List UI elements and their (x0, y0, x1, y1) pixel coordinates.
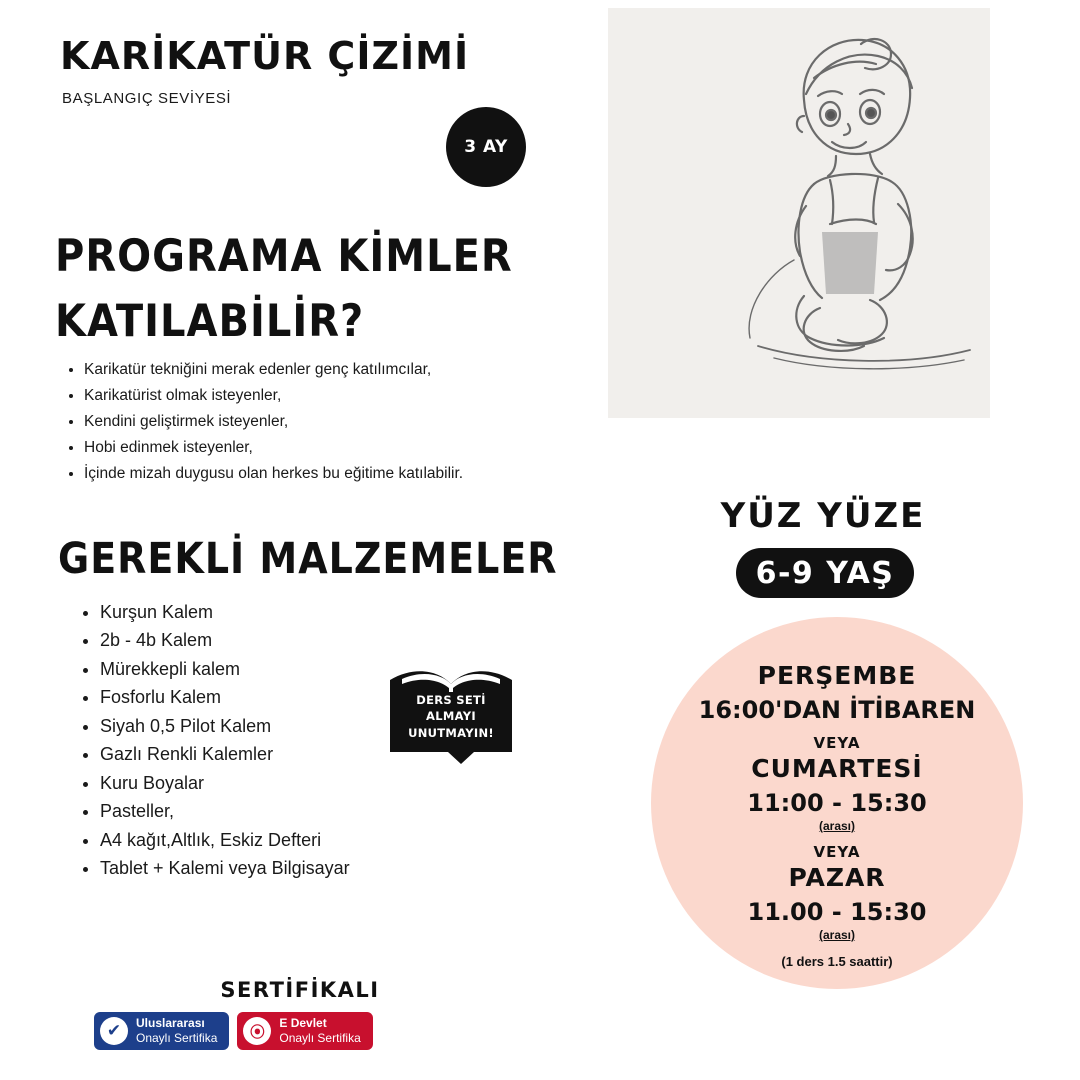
schedule-day-1: PERŞEMBE (757, 661, 917, 690)
schedule-note: (1 ders 1.5 saattir) (781, 954, 893, 969)
list-item: • Karikatür tekniğini merak edenler genç katılımcılar, (84, 357, 504, 382)
right-column (600, 0, 1080, 1080)
book-stamp-text (386, 692, 516, 741)
list-item: • Mürekkepli kalem (100, 655, 500, 683)
page-subtitle: BAŞLANGIÇ SEVİYESİ (62, 90, 232, 107)
book-stamp-line1: DERS SETİ (416, 693, 486, 707)
schedule-arasi-3: (arası) (818, 928, 856, 942)
certificate-text (279, 1016, 360, 1046)
page-title: KARİKATÜR ÇİZİMİ (60, 34, 470, 78)
list-item: • Siyah 0,5 Pilot Kalem (100, 712, 500, 740)
who-section-heading: PROGRAMA KİMLER KATILABİLİR? (55, 230, 513, 348)
schedule-or-2: VEYA (813, 843, 861, 861)
who-section-list (62, 357, 504, 488)
certificate-text (136, 1016, 217, 1046)
certificate-badge-international (94, 1012, 229, 1050)
book-icon (386, 660, 516, 770)
certificate-line1: E Devlet (279, 1016, 327, 1030)
schedule-circle (651, 617, 1023, 989)
list-item: • İçinde mizah duygusu olan herkes bu eğitime katılabilir. (84, 461, 504, 486)
turkiye-gov-icon: ⦿ (243, 1017, 271, 1045)
illustration-sketch (608, 8, 990, 418)
list-item: • Kuru Boyalar (100, 769, 500, 797)
certificate-badge-edevlet (237, 1012, 372, 1050)
list-item: • A4 kağıt,Altlık, Eskiz Defteri (100, 826, 500, 854)
list-item: • Hobi edinmek isteyenler, (84, 435, 504, 460)
materials-section-heading: GEREKLİ MALZEMELER (58, 533, 558, 583)
certificates-row (94, 1012, 373, 1050)
list-item: • Kendini geliştirmek isteyenler, (84, 409, 504, 434)
certificate-line2: Onaylı Sertifika (136, 1031, 218, 1045)
certificates-heading: SERTİFİKALI (220, 978, 380, 1002)
book-stamp-line2: ALMAYI (426, 709, 476, 724)
check-icon: ✔ (100, 1017, 128, 1045)
age-range-badge: 6-9 YAŞ (736, 548, 914, 598)
schedule-time-2: 11:00 - 15:30 (747, 789, 927, 817)
certificate-line1: Uluslararası (136, 1016, 205, 1030)
schedule-or-1: VEYA (813, 734, 861, 752)
list-item: • Karikatürist olmak isteyenler, (84, 383, 504, 408)
schedule-day-3: PAZAR (788, 863, 886, 892)
list-item: • Tablet + Kalemi veya Bilgisayar (100, 854, 500, 882)
list-item: • Gazlı Renkli Kalemler (100, 740, 500, 768)
book-stamp-line3: UNUTMAYIN! (408, 725, 494, 740)
certificate-line2: Onaylı Sertifika (279, 1031, 361, 1045)
duration-badge: 3 AY (446, 107, 526, 187)
schedule-time-3: 11.00 - 15:30 (747, 898, 927, 926)
list-item: • 2b - 4b Kalem (100, 626, 500, 654)
list-item: • Kurşun Kalem (100, 598, 500, 626)
schedule-arasi-2: (arası) (818, 819, 856, 833)
list-item: • Pasteller, (100, 797, 500, 825)
schedule-time-1: 16:00'DAN İTİBAREN (698, 696, 976, 724)
format-mode-label: YÜZ YÜZE (720, 496, 926, 536)
schedule-day-2: CUMARTESİ (751, 754, 923, 783)
list-item: • Fosforlu Kalem (100, 683, 500, 711)
